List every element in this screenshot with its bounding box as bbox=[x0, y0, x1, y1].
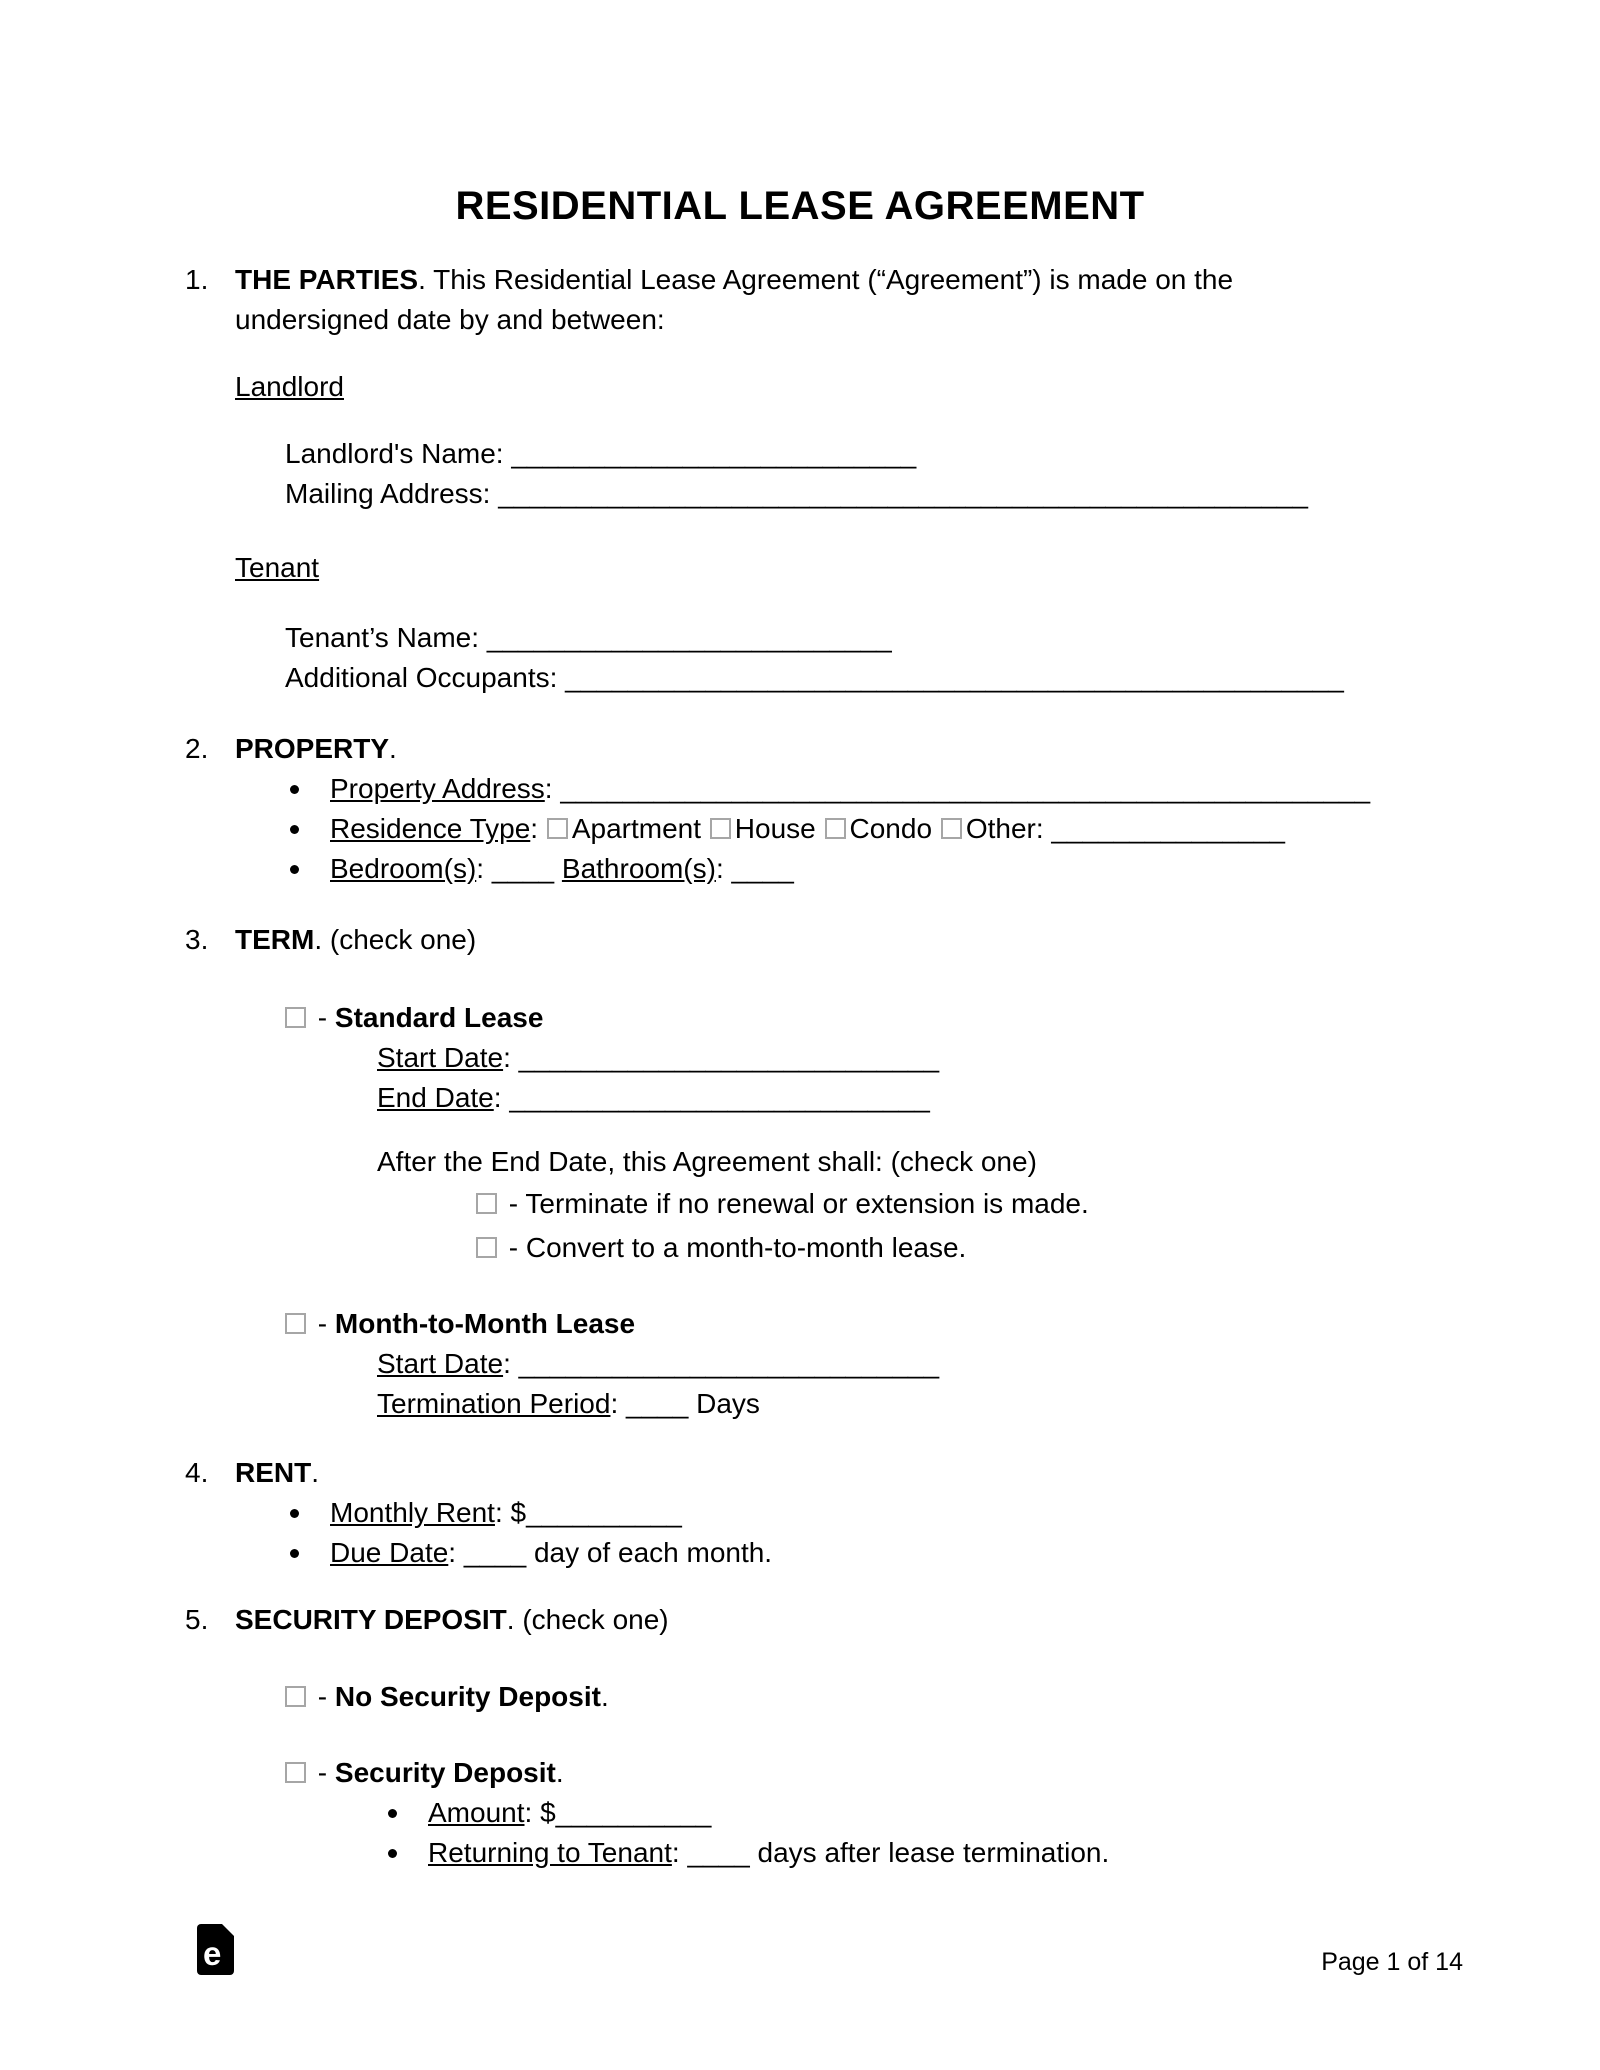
std-start-date-blank[interactable]: ___________________________ bbox=[518, 1042, 940, 1073]
bathrooms-blank[interactable]: ____ bbox=[731, 853, 794, 884]
section-rent: 4. RENT. Monthly Rent: $__________ Due Date: ____ day of each month. bbox=[185, 1453, 1450, 1573]
monthly-rent-label: Monthly Rent bbox=[330, 1497, 495, 1528]
parties-heading: THE PARTIES bbox=[235, 264, 419, 295]
residence-type-row: Residence Type: Apartment House Condo Other: _______________ bbox=[235, 809, 1450, 849]
residence-house-checkbox[interactable] bbox=[710, 818, 731, 839]
residence-other-checkbox[interactable] bbox=[941, 818, 962, 839]
termination-period-blank[interactable]: ____ bbox=[626, 1388, 689, 1419]
bedrooms-label: Bedroom(s) bbox=[330, 853, 477, 884]
residence-condo-checkbox[interactable] bbox=[825, 818, 846, 839]
monthly-rent-blank[interactable]: __________ bbox=[526, 1497, 682, 1528]
no-security-deposit-checkbox[interactable] bbox=[285, 1686, 306, 1707]
document-title: RESIDENTIAL LEASE AGREEMENT bbox=[455, 184, 1145, 228]
bathrooms-label: Bathroom(s) bbox=[561, 853, 716, 884]
property-address-blank[interactable]: ____________________________________________________ bbox=[560, 773, 1371, 804]
deposit-return-suffix: days after lease termination. bbox=[757, 1837, 1110, 1868]
bullet-icon bbox=[386, 1793, 428, 1833]
no-security-deposit-row: - No Security Deposit. bbox=[235, 1677, 1450, 1717]
std-start-date-label: Start Date bbox=[377, 1042, 504, 1073]
due-date-blank[interactable]: ____ bbox=[463, 1537, 527, 1568]
m2m-start-date-blank[interactable]: ___________________________ bbox=[518, 1348, 940, 1379]
page-number: Page 1 of 14 bbox=[1321, 1948, 1463, 1976]
landlord-subheading: Landlord bbox=[235, 371, 344, 402]
due-date-row: Due Date: ____ day of each month. bbox=[235, 1533, 1450, 1573]
security-deposit-label: Security Deposit bbox=[334, 1757, 556, 1788]
bullet-icon bbox=[288, 849, 330, 889]
tenant-name-label: Tenant’s Name bbox=[285, 622, 472, 653]
month-to-month-checkbox[interactable] bbox=[285, 1313, 306, 1334]
tenant-name-blank[interactable]: __________________________ bbox=[486, 622, 892, 653]
eforms-logo-letter: e bbox=[203, 1935, 222, 1972]
currency-symbol: $ bbox=[510, 1497, 527, 1528]
bullet-icon bbox=[288, 809, 330, 849]
termination-period-label: Termination Period bbox=[377, 1388, 611, 1419]
parties-intro bbox=[235, 260, 1370, 340]
m2m-start-date-label: Start Date bbox=[377, 1348, 504, 1379]
tenant-name-row: Tenant’s Name: __________________________ bbox=[285, 622, 892, 653]
residence-type-label: Residence Type bbox=[330, 813, 531, 844]
tenant-subheading: Tenant bbox=[235, 552, 320, 583]
std-end-date-row: End Date: ___________________________ bbox=[377, 1082, 930, 1113]
std-end-date-label: End Date bbox=[377, 1082, 494, 1113]
section-number: 1. bbox=[185, 264, 209, 295]
convert-option-row: - Convert to a month-to-month lease. bbox=[235, 1228, 1450, 1268]
term-heading: TERM bbox=[235, 924, 315, 955]
deposit-amount-blank[interactable]: __________ bbox=[555, 1797, 712, 1828]
monthly-rent-row: Monthly Rent: $__________ bbox=[235, 1493, 1450, 1533]
due-date-label: Due Date bbox=[330, 1537, 449, 1568]
section-parties bbox=[185, 260, 1450, 698]
landlord-name-row: Landlord's Name: __________________________ bbox=[285, 438, 917, 469]
section-term: 3. TERM. (check one) - Standard Lease Start Date: ___________________________ End Date: ___________________________ After the End Date, this Agreement shall: (check one) - Terminate if no renewal or extension is made. - Convert to a month-to-month lease. - Month-to-Month Lease Start Date: ___________________________ Termination Period: ____ Days bbox=[185, 920, 1450, 1424]
mailing-address-label: Mailing Address bbox=[285, 478, 483, 509]
additional-occupants-row: Additional Occupants: __________________________________________________ bbox=[285, 662, 1344, 693]
terminate-option-label: Terminate if no renewal or extension is made. bbox=[525, 1188, 1089, 1219]
section-number: 5. bbox=[185, 1604, 209, 1635]
landlord-name-blank[interactable]: __________________________ bbox=[511, 438, 917, 469]
additional-occupants-label: Additional Occupants bbox=[285, 662, 550, 693]
deposit-return-label: Returning to Tenant bbox=[428, 1837, 672, 1868]
no-security-deposit-label: No Security Deposit bbox=[334, 1681, 601, 1712]
section-security-deposit: 5. SECURITY DEPOSIT. (check one) - No Security Deposit. - Security Deposit. Amount: $__________ Returning to Tenant: ____ days after lease termination. bbox=[185, 1600, 1450, 1873]
rent-heading: RENT bbox=[235, 1457, 312, 1488]
convert-checkbox[interactable] bbox=[476, 1237, 497, 1258]
section-number: 4. bbox=[185, 1457, 209, 1488]
deposit-return-blank[interactable]: ____ bbox=[687, 1837, 750, 1868]
currency-symbol: $ bbox=[540, 1797, 556, 1828]
standard-lease-label: Standard Lease bbox=[334, 1002, 544, 1033]
deposit-amount-row: Amount: $__________ bbox=[235, 1793, 1450, 1833]
convert-option-label: Convert to a month-to-month lease. bbox=[525, 1232, 967, 1263]
std-end-date-blank[interactable]: ___________________________ bbox=[509, 1082, 930, 1113]
section-number: 2. bbox=[185, 733, 209, 764]
document-body bbox=[0, 260, 1600, 1873]
security-deposit-checkbox[interactable] bbox=[285, 1762, 306, 1783]
residence-option-other: Other bbox=[965, 813, 1036, 844]
section-property: 2. PROPERTY. Property Address: ____________________________________________________ Residence Type: Apartment House Condo Other: _______________ Bedroom(s): ____ Bathroom(s): ____ bbox=[185, 729, 1450, 889]
eforms-logo bbox=[197, 1924, 234, 1975]
parties-intro-text: . This Residential Lease Agreement (“Agreement”) is made on the undersigned date by and between: bbox=[235, 264, 1234, 335]
residence-option-apartment: Apartment bbox=[571, 813, 702, 844]
deposit-return-row: Returning to Tenant: ____ days after lease termination. bbox=[235, 1833, 1450, 1873]
security-heading: SECURITY DEPOSIT bbox=[235, 1604, 507, 1635]
section-number: 3. bbox=[185, 924, 209, 955]
residence-option-condo: Condo bbox=[849, 813, 933, 844]
std-start-date-row: Start Date: ___________________________ bbox=[377, 1042, 940, 1073]
additional-occupants-blank[interactable]: __________________________________________________ bbox=[565, 662, 1344, 693]
terminate-checkbox[interactable] bbox=[476, 1193, 497, 1214]
security-deposit-row: - Security Deposit. bbox=[235, 1753, 1450, 1793]
termination-period-row: Termination Period: ____ Days bbox=[377, 1388, 760, 1419]
termination-period-suffix: Days bbox=[696, 1388, 760, 1419]
after-end-date-text: After the End Date, this Agreement shall: (check one) bbox=[377, 1146, 1037, 1177]
residence-other-blank[interactable]: _______________ bbox=[1051, 813, 1285, 844]
bullet-icon bbox=[288, 1493, 330, 1533]
bullet-icon bbox=[288, 769, 330, 809]
standard-lease-checkbox[interactable] bbox=[285, 1007, 306, 1028]
standard-lease-row: - Standard Lease bbox=[235, 998, 1450, 1038]
property-address-label: Property Address bbox=[330, 773, 545, 804]
landlord-name-label: Landlord's Name bbox=[285, 438, 496, 469]
m2m-start-date-row: Start Date: ___________________________ bbox=[377, 1348, 940, 1379]
residence-apartment-checkbox[interactable] bbox=[547, 818, 568, 839]
mailing-address-blank[interactable]: ____________________________________________________ bbox=[498, 478, 1308, 509]
month-to-month-row: - Month-to-Month Lease bbox=[235, 1304, 1450, 1344]
terminate-option-row: - Terminate if no renewal or extension is made. bbox=[235, 1184, 1450, 1224]
property-heading: PROPERTY bbox=[235, 733, 390, 764]
due-date-suffix: day of each month. bbox=[533, 1537, 773, 1568]
mailing-address-row: Mailing Address: ____________________________________________________ bbox=[285, 478, 1308, 509]
month-to-month-label: Month-to-Month Lease bbox=[334, 1308, 636, 1339]
deposit-amount-label: Amount bbox=[428, 1797, 525, 1828]
residence-option-house: House bbox=[734, 813, 816, 844]
bedrooms-row: Bedroom(s): ____ Bathroom(s): ____ bbox=[235, 849, 1450, 889]
property-address-row: Property Address: ____________________________________________________ bbox=[235, 769, 1450, 809]
bullet-icon bbox=[288, 1533, 330, 1573]
bullet-icon bbox=[386, 1833, 428, 1873]
bedrooms-blank[interactable]: ____ bbox=[491, 853, 555, 884]
